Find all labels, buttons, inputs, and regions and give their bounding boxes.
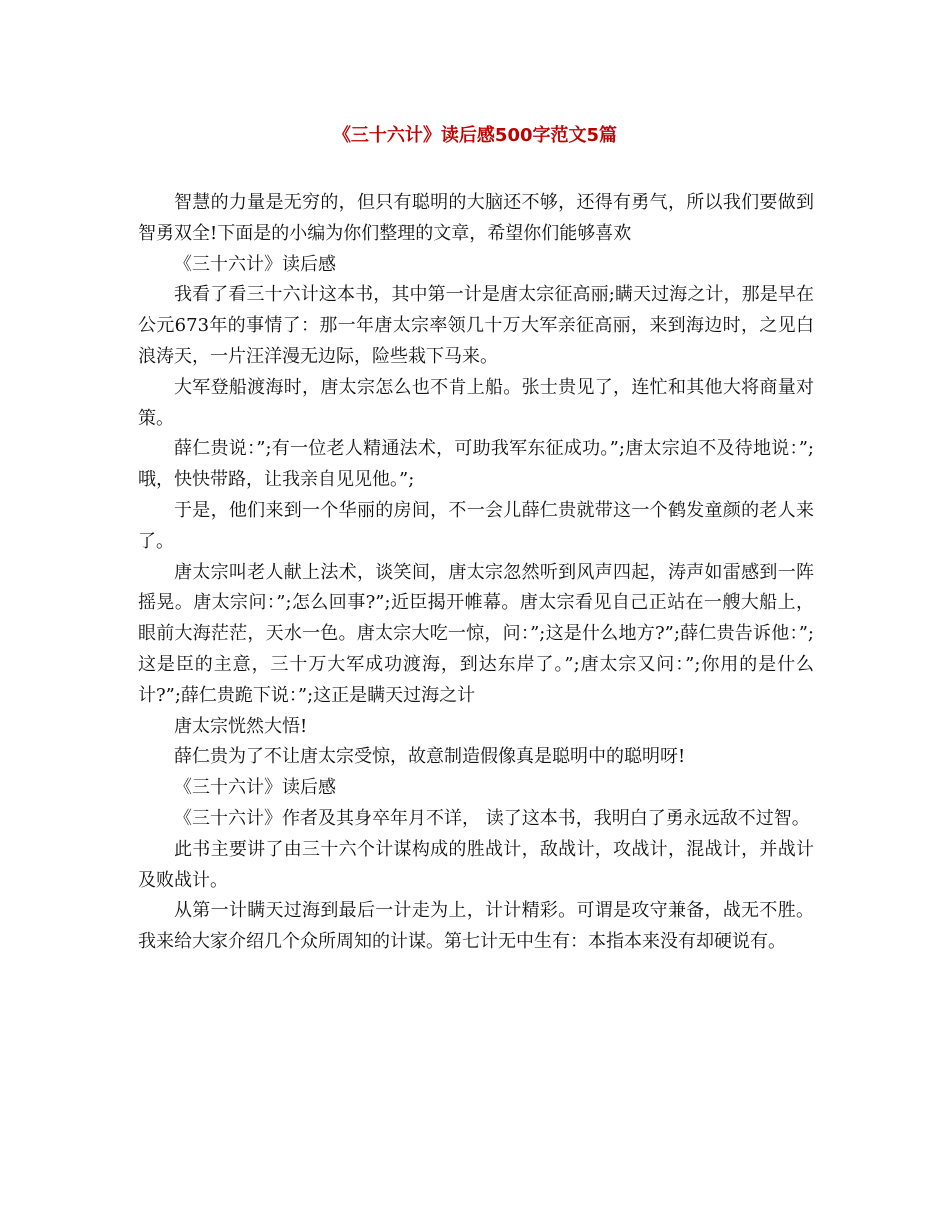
document-body (138, 188, 814, 958)
body-paragraph: 唐太宗叫老人献上法术，谈笑间，唐太宗忽然听到风声四起，涛声如雷感到一阵摇晃。唐太宗问：”;怎么回事?”;近臣揭开帷幕。唐太宗看见自己正站在一艘大船上，眼前大海茫茫，天水一色。唐太宗大吃一惊，问：”;这是什么地方?”;薛仁贵告诉他：”;这是臣的主意，三十万大军成功渡海，到达东岸了。”;唐太宗又问：”;你用的是什么计?”;薛仁贵跪下说：”;这正是瞒天过海之计 (138, 561, 814, 706)
body-paragraph: 从第一计瞒天过海到最后一计走为上，计计精彩。可谓是攻守兼备，战无不胜。我来给大家介绍几个众所周知的计谋。第七计无中生有：本指本来没有却硬说有。 (138, 900, 814, 953)
body-paragraph: 大军登船渡海时，唐太宗怎么也不肯上船。张士贵见了，连忙和其他大将商量对策。 (138, 376, 814, 429)
body-paragraph: 薛仁贵为了不让唐太宗受惊，故意制造假像真是聪明中的聪明呀! (174, 746, 686, 768)
document-title: 《三十六计》读后感500字范文5篇 (332, 125, 618, 146)
section-heading: 《三十六计》读后感 (174, 253, 336, 275)
body-paragraph: 唐太宗恍然大悟! (174, 715, 308, 737)
body-paragraph: 《三十六计》作者及其身卒年月不详， 读了这本书，我明白了勇永远敌不过智。 (174, 807, 810, 829)
body-paragraph: 我看了看三十六计这本书，其中第一计是唐太宗征高丽;瞒天过海之计，那是早在公元673年的事情了：那一年唐太宗率领几十万大军亲征高丽，来到海边时，之见白浪涛天，一片汪洋漫无边际，险些栽下马来。 (138, 284, 814, 367)
body-paragraph: 此书主要讲了由三十六个计谋构成的胜战计，敌战计，攻战计，混战计，并战计及败战计。 (138, 838, 814, 891)
intro-paragraph: 智慧的力量是无穷的，但只有聪明的大脑还不够，还得有勇气，所以我们要做到智勇双全!下面是的小编为你们整理的文章，希望你们能够喜欢 (138, 192, 814, 244)
section-heading: 《三十六计》读后感 (174, 777, 336, 799)
body-paragraph: 薛仁贵说：”;有一位老人精通法术，可助我军东征成功。”;唐太宗迫不及待地说：”;哦，快快带路，让我亲自见见他。”; (138, 438, 814, 491)
body-paragraph: 于是，他们来到一个华丽的房间，不一会儿薛仁贵就带这一个鹤发童颜的老人来了。 (138, 499, 814, 552)
